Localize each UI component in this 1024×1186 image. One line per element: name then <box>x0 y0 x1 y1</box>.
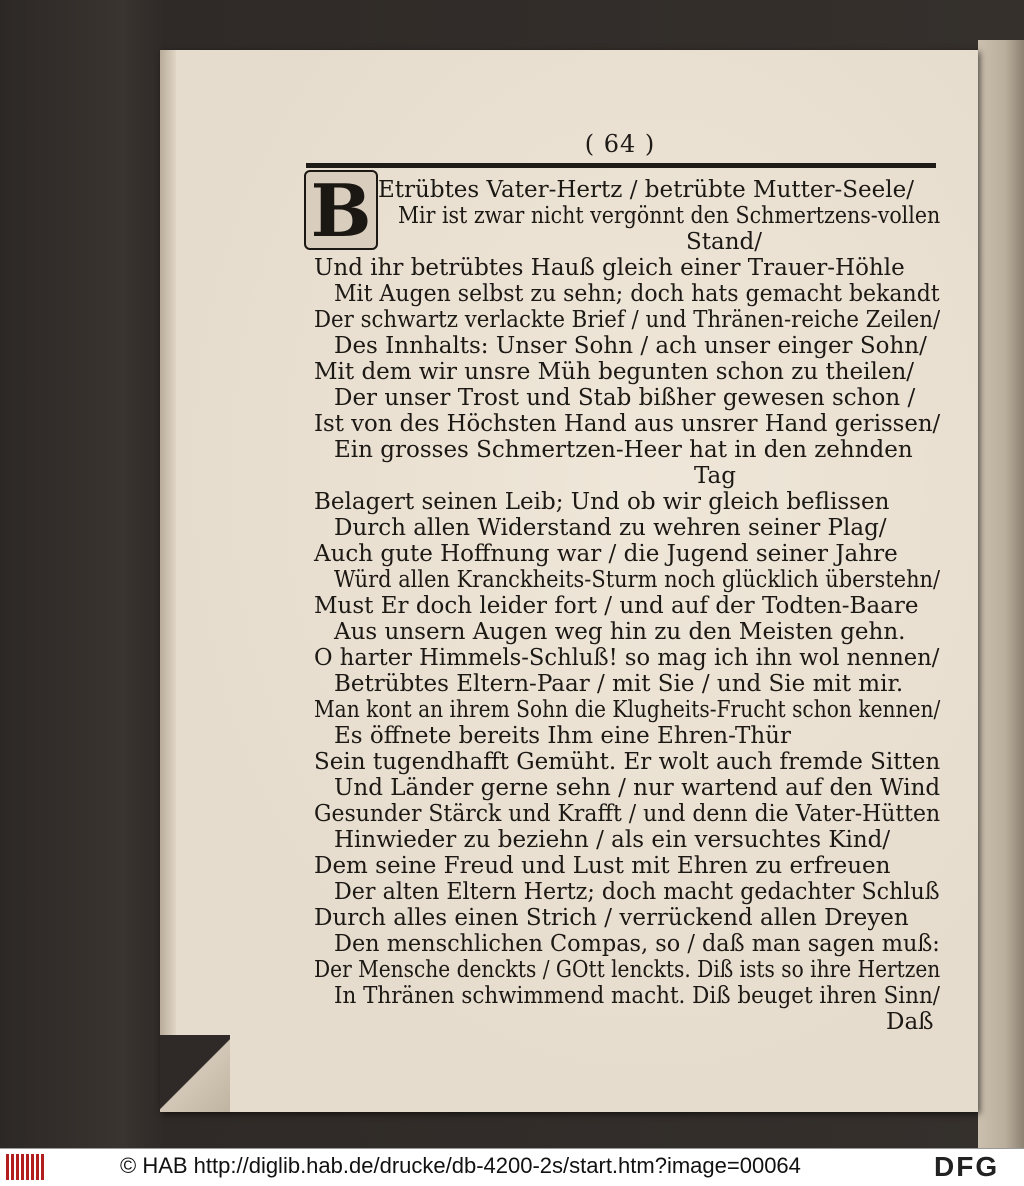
text-line: Auch gute Hoffnung war / die Jugend seiner Jahre <box>314 541 898 567</box>
text-line: Mir ist zwar nicht vergönnt den Schmertzens-vollen <box>398 203 941 229</box>
text-line: In Thränen schwimmend macht. Diß beuget ihren Sinn/ <box>334 983 941 1009</box>
footer-copyright: © HAB http://diglib.hab.de/drucke/db-4200-2s/start.htm?image=00064 <box>120 1153 801 1178</box>
text-line: Betrübtes Eltern-Paar / mit Sie / und Sie mit mir. <box>334 671 904 697</box>
text-line: Der Mensche denckts / GOtt lenckts. Diß ists so ihre Hertzen <box>314 957 941 983</box>
header-rule <box>306 163 936 168</box>
text-line: O harter Himmels-Schluß! so mag ich ihn wol nennen/ <box>314 645 940 671</box>
text-line: Durch alles einen Strich / verrückend allen Dreyen <box>314 905 909 931</box>
text-line: Dem seine Freud und Lust mit Ehren zu erfreuen <box>314 853 891 879</box>
text-line: Must Er doch leider fort / und auf der Todten-Baare <box>314 593 919 619</box>
text-line: Hinwieder zu beziehn / als ein versuchtes Kind/ <box>334 827 891 853</box>
page-gutter <box>160 50 176 1112</box>
page-edge-right <box>978 40 1024 1148</box>
text-line: Aus unsern Augen weg hin zu den Meisten gehn. <box>334 619 906 645</box>
text-line: Und Länder gerne sehn / nur wartend auf den Wind <box>334 775 941 801</box>
page-number: ( 64 ) <box>584 130 656 158</box>
text-line: Sein tugendhafft Gemüht. Er wolt auch fremde Sitten <box>314 749 941 775</box>
text-line: Mit Augen selbst zu sehn; doch hats gemacht bekandt <box>334 281 940 307</box>
text-line: Tag <box>694 463 736 489</box>
page-curl <box>160 1035 230 1112</box>
decorated-initial: B <box>304 170 378 250</box>
hab-logo-icon <box>6 1154 44 1180</box>
text-line: Der schwartz verlackte Brief / und Thränen-reiche Zeilen/ <box>314 307 941 333</box>
text-line: Der alten Eltern Hertz; doch macht gedachter Schluß <box>334 879 940 905</box>
dfg-logo: DFG <box>934 1151 1000 1182</box>
text-line: Des Innhalts: Unser Sohn / ach unser einger Sohn/ <box>334 333 927 359</box>
text-line: Gesunder Stärck und Krafft / und denn die Vater-Hütten <box>314 801 941 827</box>
catchword: Daß <box>886 1009 934 1035</box>
text-line: Ein grosses Schmertzen-Heer hat in den zehnden <box>334 437 913 463</box>
text-line: Den menschlichen Compas, so / daß man sagen muß: <box>334 931 940 957</box>
text-line: Durch allen Widerstand zu wehren seiner Plag/ <box>334 515 887 541</box>
text-line: Ist von des Höchsten Hand aus unsrer Hand gerissen/ <box>314 411 941 437</box>
text-line: Würd allen Kranckheits-Sturm noch glücklich überstehn/ <box>334 567 941 593</box>
text-line: Belagert seinen Leib; Und ob wir gleich beflissen <box>314 489 890 515</box>
text-line: Mit dem wir unsre Müh begunten schon zu theilen/ <box>314 359 915 385</box>
text-line: Man kont an ihrem Sohn die Klugheits-Frucht schon kennen/ <box>314 697 941 723</box>
text-line: Stand/ <box>686 229 762 255</box>
text-line: Es öffnete bereits Ihm eine Ehren-Thür <box>334 723 791 749</box>
text-line: Etrübtes Vater-Hertz / betrübte Mutter-Seele/ <box>378 177 914 203</box>
text-line: Der unser Trost und Stab bißher gewesen schon / <box>334 385 916 411</box>
text-line: Und ihr betrübtes Hauß gleich einer Trauer-Höhle <box>314 255 905 281</box>
footer-bar <box>0 1148 1024 1186</box>
